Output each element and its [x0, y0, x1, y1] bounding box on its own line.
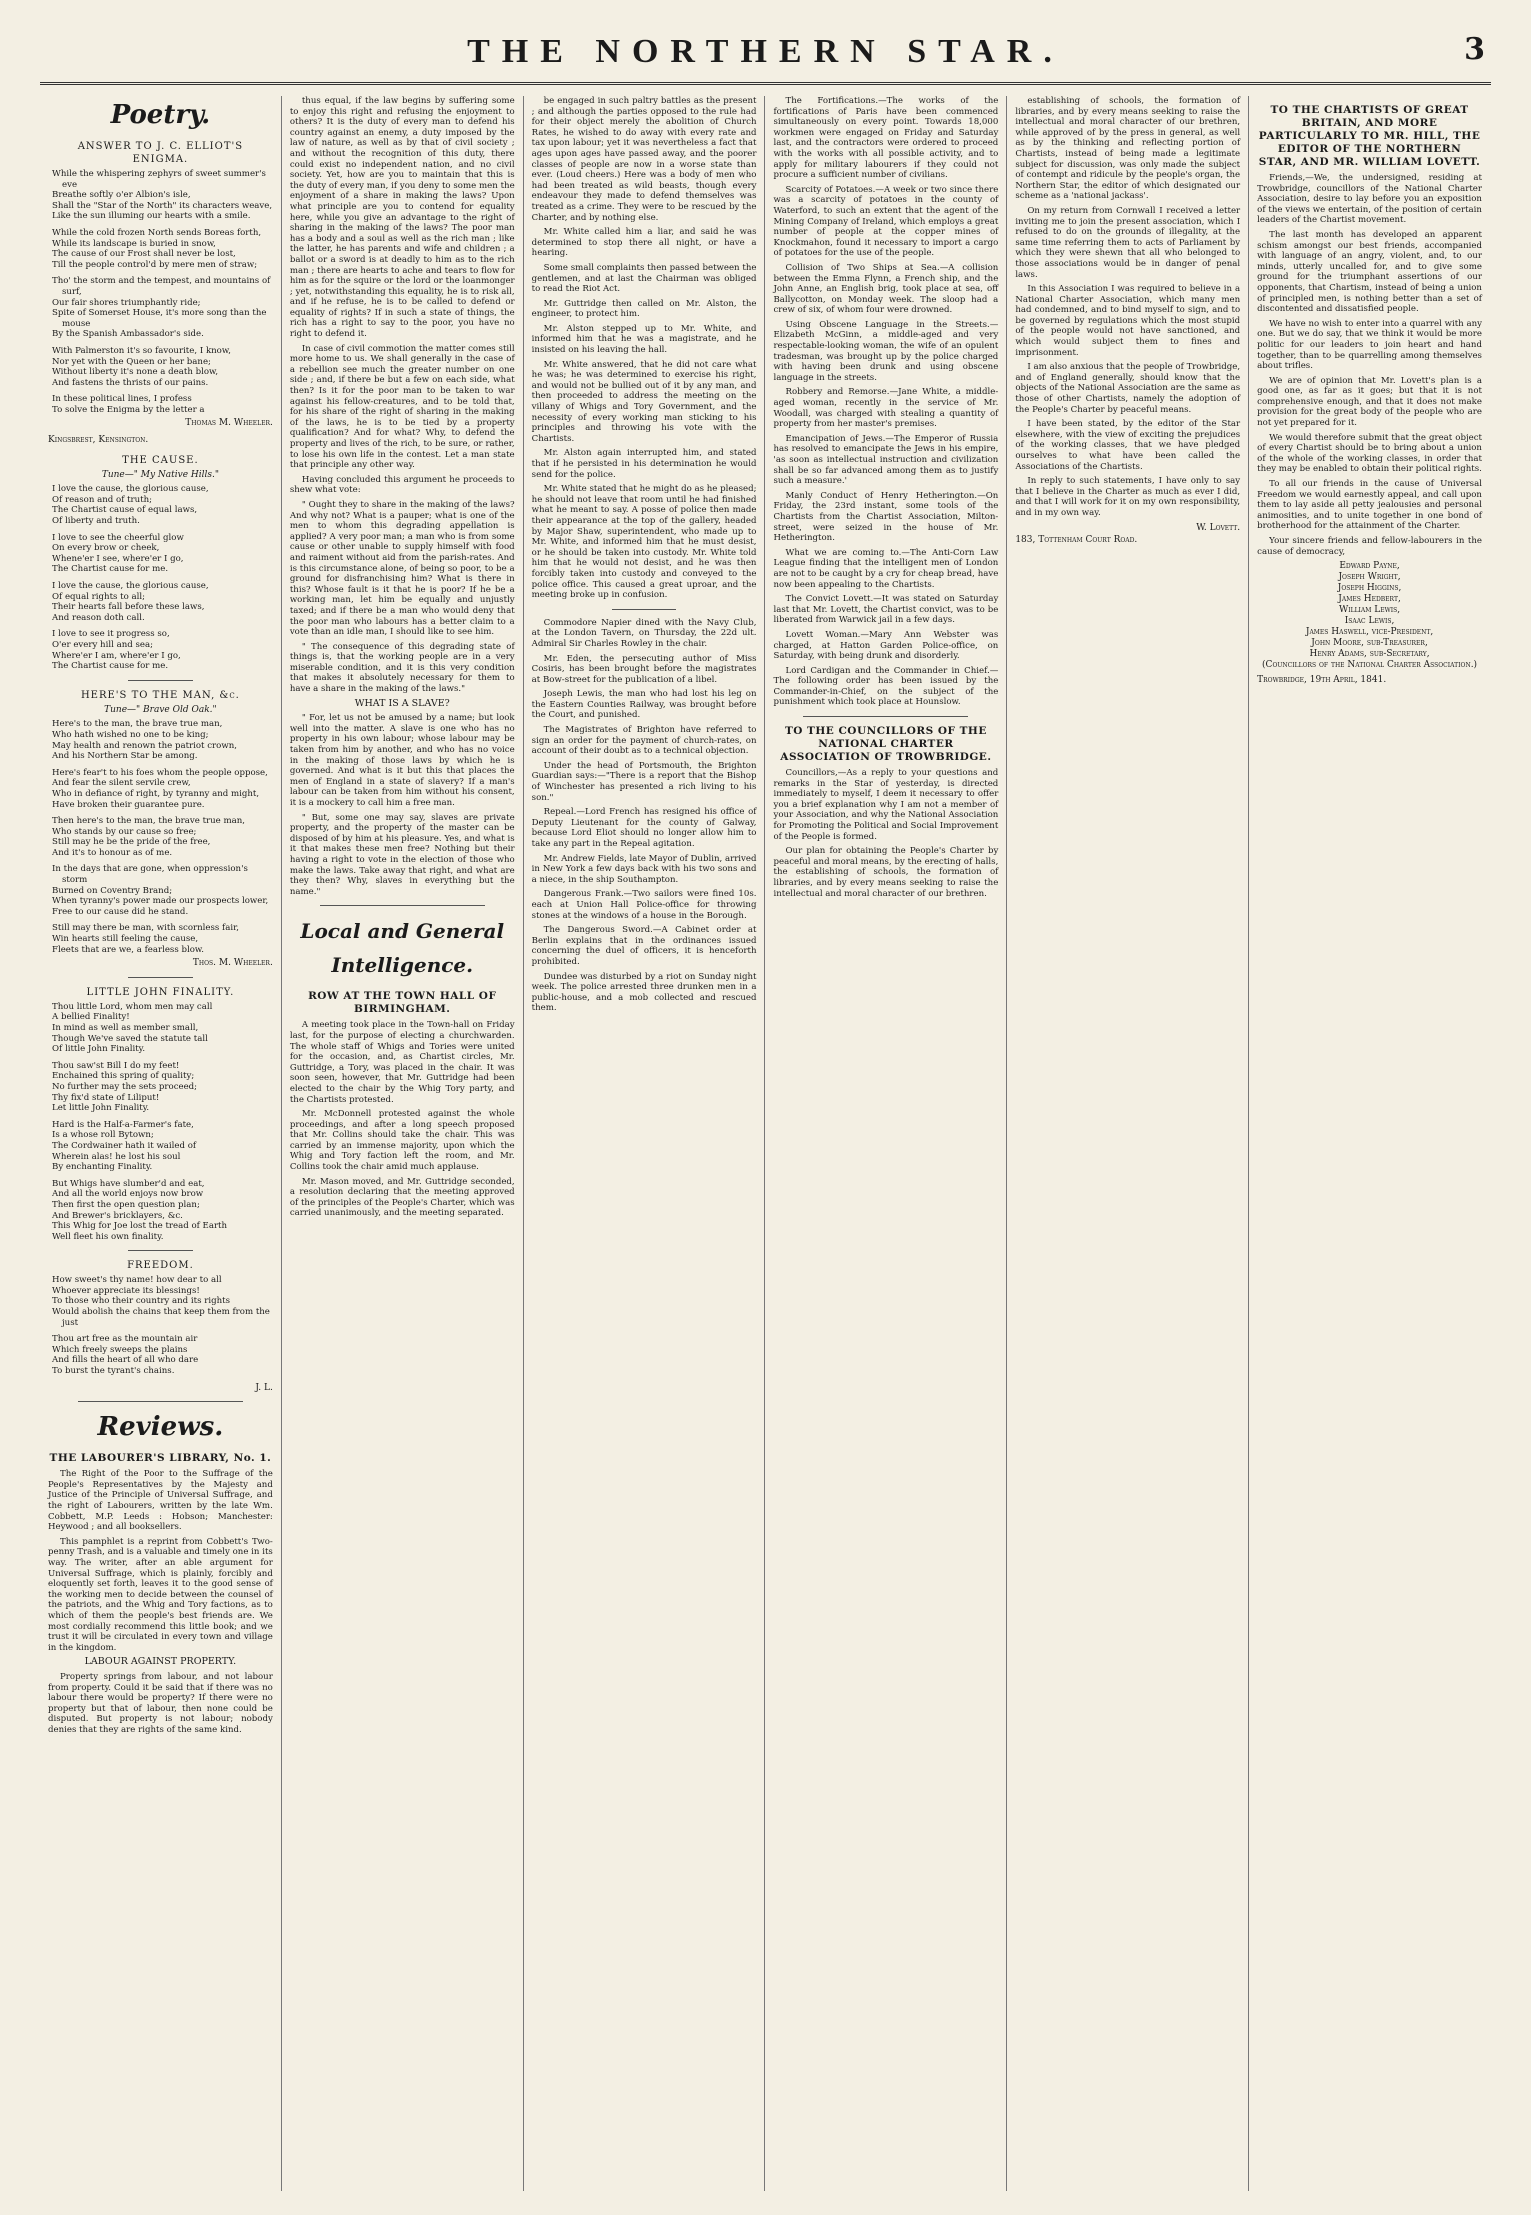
- poem-body: [48, 169, 273, 415]
- review-subheading: LABOUR AGAINST PROPERTY.: [84, 1656, 237, 1668]
- poem-line: Have broken their guarantee pure.: [52, 799, 205, 810]
- paragraph: Dundee was disturbed by a riot on Sunday night week. The police arrested three drunken men in a public-house, and a mob collected and rescued them.: [531, 971, 757, 1014]
- paragraph: We are of opinion that Mr. Lovett's plan is a good one, as far as it goes; but that it is not comprehensive enough, and that it does not make provision for the great body of the people who are not yet prepared for it.: [1257, 375, 1482, 429]
- signer: Joseph Wright,: [1338, 572, 1401, 583]
- poem-line: No further may the sets proceed;: [52, 1081, 198, 1092]
- poem-line: Would abolish the chains that keep them from the just: [52, 1307, 270, 1328]
- poem-line: Though We've saved the statute tall: [52, 1033, 208, 1044]
- poem-tune: Tune—" My Native Hills.": [101, 469, 220, 480]
- paragraph: Mr. White answered, that he did not care what he was; he was determined to exercise his right, and would not be bullied out of it by any man, and then proceeded to address the meeting on the villany of Whigs and Tory Government, and the necessity of every working man sticking to his principles and throwing his vote with the Chartists.: [531, 359, 757, 444]
- letter-signature: W. Lovett.: [1196, 522, 1241, 533]
- paragraph: be engaged in such paltry battles as the present ; and although the parties opposed to the rule had for their object merely the abolition of Church Rates, he wished to do away with every rate and tax upon labour; yet it was nevertheless a fact that ages upon ages have passed away, and the poorer classes of people are now in a worse state than ever. (Loud cheers.) Here was a body of men who had been treated as wild beasts, though every endeavour they made to defend themselves was treated as a crime. They were to be rescued by the Charter, and by nothing else.: [531, 96, 757, 223]
- poem-signature: Thos. M. Wheeler.: [192, 958, 273, 969]
- poem-line: Spite of Somerset House, it's more song than the mouse: [52, 308, 267, 329]
- paragraph: Mr. Alston stepped up to Mr. White, and informed him that he was a magistrate, and he insisted on his leaving the hall.: [531, 323, 757, 356]
- poem-line: Well fleet his own finality.: [52, 1231, 164, 1242]
- poem-line: And his Northern Star be among.: [52, 751, 198, 762]
- poem-title: THE CAUSE.: [122, 454, 199, 466]
- poem-line: Win hearts still feeling the cause,: [52, 934, 199, 945]
- column-4: [765, 96, 1007, 2191]
- signer: John Moore, sub-Treasurer,: [1311, 638, 1428, 649]
- section-title-local: Local and General Intelligence.: [300, 919, 505, 978]
- section-title-poetry: Poetry.: [110, 100, 211, 130]
- paragraph: In case of civil commotion the matter comes still more home to us. We shall generally in the case of a rebellion see much the greater number on one side ; and, if there be but a few on each side, what then? Is it for the poor man to be taken to war against his fellow-creatures, and to be told that, for his share of the right of sharing in the making of the laws, he is to be tied by a property qualification? And for what? Why, to defend the property and lives of the rich, to be sure, or rather, to lose his own life in the contest. Let a man state that principle any other way.: [289, 343, 515, 471]
- poem-line: Which freely sweeps the plains: [52, 1344, 188, 1355]
- paragraph: The Convict Lovett.—It was stated on Saturday last that Mr. Lovett, the Chartist convict, was to be liberated from Warwick jail in a few days.: [773, 594, 999, 626]
- paragraph: Manly Conduct of Henry Hetherington.—On Friday, the 23rd instant, some tools of the Chartists from the Chartist Association, Milton-street, were seized in the house of Mr. Hetherington.: [773, 490, 999, 544]
- paragraph: Using Obscene Language in the Streets.—Elizabeth McGinn, a middle-aged and very respectable-looking woman, the wife of an opulent tradesman, was brought up by the police charged with having been drunk and using obscene language in the streets.: [773, 319, 999, 383]
- poem-line: On every brow or cheek,: [52, 543, 160, 554]
- paragraph: Mr. Alston again interrupted him, and stated that if he persisted in his determination he would send for the police.: [531, 448, 757, 480]
- paragraph: Commodore Napier dined with the Navy Club, at the London Tavern, on Thursday, the 22d ult. Admiral Sir Charles Rowley in the chair.: [531, 617, 757, 649]
- paragraph: Lovett Woman.—Mary Ann Webster was charged, at Hatton Garden Police-office, on Saturday, with being drunk and disorderly.: [773, 629, 999, 662]
- poem-signature: Thomas M. Wheeler.: [185, 418, 273, 429]
- poem-line: How sweet's thy name! how dear to all: [52, 1275, 222, 1286]
- poem-line: While the whispering zephyrs of sweet summer's eve: [52, 169, 266, 190]
- poem-line: To those who their country and its rights: [52, 1296, 231, 1307]
- poem-line: Hard is the Half-a-Farmer's fate,: [52, 1119, 194, 1130]
- poem-line: By enchanting Finality.: [52, 1162, 153, 1173]
- poem-line: Thou saw'st Bill I do my feet!: [52, 1060, 180, 1071]
- poem-line: A bellied Finality!: [52, 1012, 130, 1023]
- paragraph: The Magistrates of Brighton have referred to sign an order for the payment of church-rates, on account of their doubt as to a technical objection.: [531, 725, 757, 757]
- letter-address: 183, Tottenham Court Road.: [1015, 535, 1138, 546]
- paragraph: Mr. White stated that he might do as he pleased; he should not leave that room until he had finished what he meant to say. A posse of police then made their appearance at the top of the gallery, headed by Major Shaw, superintendent, who made up to Mr. White, and informed him that he must desist, or he should be taken into custody. Mr. White told him that he would not desist, and he was then forcibly taken into custody and conveyed to the police office. This caused a great uproar, and the meeting broke up in confusion.: [531, 484, 757, 601]
- poem-line: This Whig for Joe lost the tread of Earth: [52, 1221, 228, 1232]
- poem-line: Of equal rights to all;: [52, 591, 146, 602]
- paragraph: Property springs from labour, and not labour from property. Could it be said that if there was no labour there would be property? If there were no property but that of labour, then none could be disputed. But property is not labour; nobody denies that they are rights of the same kind.: [48, 1671, 273, 1735]
- poem-line: Thou art free as the mountain air: [52, 1334, 198, 1345]
- paragraph: To all our friends in the cause of Universal Freedom we would earnestly appeal, and call upon them to lay aside all petty jealousies and personal animosities, and to unite together in one bond of brotherhood for the attainment of the Charter.: [1257, 479, 1482, 532]
- poem-line: I love to see it progress so,: [52, 629, 170, 640]
- paragraph: In reply to such statements, I have only to say that I believe in the Charter as much as ever I did, and that I will work for it on my own responsibility, and in my own way.: [1015, 476, 1241, 518]
- poem-line: Is a whose roll Bytown;: [52, 1130, 154, 1141]
- paragraph: Having concluded this argument he proceeds to shew what vote:: [289, 474, 515, 496]
- poem-line: Whene'er I see, where'er I go,: [52, 553, 184, 564]
- poem-line: And reason doth call.: [52, 612, 145, 623]
- column-5: [1007, 96, 1249, 2191]
- poem-body: [48, 1002, 273, 1242]
- poem-line: Shall the "Star of the North" its characters weave,: [52, 200, 273, 211]
- divider: [612, 609, 677, 610]
- poem-line: Of reason and of truth;: [52, 494, 153, 505]
- poem-line: O'er every hill and sea;: [52, 639, 153, 650]
- poem-line: Who in defiance of right, by tyranny and might,: [52, 788, 260, 799]
- poem-line: Then first the open question plan;: [52, 1199, 200, 1210]
- paragraph: Your sincere friends and fellow-labourers in the cause of democracy,: [1257, 536, 1482, 557]
- poem-line: Thou little Lord, whom men may call: [52, 1001, 213, 1012]
- paragraph: Robbery and Remorse.—Jane White, a middle-aged woman, recently in the service of Mr. Woodall, was charged with stealing a quantity of property from her master's premises.: [773, 387, 999, 430]
- paragraph: " But, some one may say, slaves are private property, and the property of the master can be disposed of by him at his pleasure. Yes, and what is it that makes these men free? Nothing but their having a right to vote in the election of those who make the laws. Take away that right, and what are they then? Why, slaves in everything but the name.": [289, 812, 515, 897]
- poem-line: While the cold frozen North sends Boreas forth,: [52, 227, 262, 238]
- masthead-title: THE NORTHERN STAR.: [467, 33, 1064, 70]
- signer: Henry Adams, sub-Secretary,: [1309, 649, 1430, 660]
- paragraph: A meeting took place in the Town-hall on Friday last, for the purpose of electing a churchwarden. The whole staff of Whigs and Tories were united for the occasion, and, as Chartist circles, Mr. Guttridge, a Tory, was placed in the chair. It was soon seen, however, that Mr. Guttridge had been elected to the chair by the Whig Tory party, and the Chartists protested.: [289, 1020, 515, 1105]
- column-3: [524, 96, 766, 2191]
- signers-list: [1257, 561, 1482, 671]
- poem-line: In the days that are gone, when oppression's storm: [52, 864, 248, 886]
- paragraph: Mr. Andrew Fields, late Mayor of Dublin, arrived in New York a few days back with his two sons and a niece, in the ship Southampton.: [531, 853, 757, 885]
- poem-line: I love to see the cheerful glow: [52, 532, 184, 543]
- poem-line: Of liberty and truth.: [52, 516, 140, 527]
- paragraph: We have no wish to enter into a quarrel with any one. But we do say, that we think it would be more politic for our leaders to join heart and hand together, than to be quarrelling among themselves about trifles.: [1257, 318, 1482, 372]
- paragraph: Some small complaints then passed between the gentlemen, and at last the Chairman was obliged to read the Riot Act.: [531, 262, 757, 295]
- poem-line: The cause of our Frost shall never be lost,: [52, 249, 236, 260]
- paragraph: Mr. Guttridge then called on Mr. Alston, the engineer, to protect him.: [531, 298, 757, 320]
- paragraph: Lord Cardigan and the Commander in Chief.—The following order has been issued by the Commander-in-Chief, on the subject of the punishment which took place at Hounslow.: [773, 665, 999, 708]
- poem-line: To burst the tyrant's chains.: [52, 1366, 175, 1377]
- paragraph: In this Association I was required to believe in a National Charter Association, which many men had condemned, and to bind myself to sign, and to be governed by regulations which the most stupid of the people would not have sanctioned, and which would subject them to fines and imprisonment.: [1015, 284, 1241, 358]
- poem-line: And all the world enjoys now brow: [52, 1189, 204, 1200]
- poem-line: Till the people control'd by mere men of straw;: [52, 259, 258, 270]
- poem-line: Then here's to the man, the brave true man,: [52, 816, 246, 827]
- divider: [320, 905, 485, 906]
- paragraph: This pamphlet is a reprint from Cobbett's Two-penny Trash, and is a valuable and timely one in its way. The writer, after an able argument for Universal Suffrage, which is plainly, forcibly and eloquently set forth, leaves it to the good sense of the working men to decide between the counsel of the patriots, and the Whig and Tory factions, as to which of them the people's best friends are. We most cordially recommend this little book; and we trust it will be circulated in every town and village in the kingdom.: [48, 1536, 273, 1653]
- page-number: 3: [1464, 32, 1485, 67]
- paragraph: Mr. White called him a liar, and said he was determined to stop there all night, or have a hearing.: [531, 227, 757, 259]
- poem-line: Our fair shores triumphantly ride;: [52, 297, 201, 308]
- poem-line: Thy fix'd state of Liliput!: [52, 1092, 160, 1103]
- poem-line: In mind as well as member small,: [52, 1023, 199, 1033]
- signer: William Lewis,: [1338, 605, 1401, 616]
- poem-line: Where'er I am, where'er I go,: [52, 650, 181, 661]
- poem-line: Without liberty it's none a death blow,: [52, 367, 219, 378]
- poem-title: LITTLE JOHN FINALITY.: [86, 986, 235, 998]
- paragraph: The Dangerous Sword.—A Cabinet order at Berlin explains that in the ordinances issued concerning the duel of officers, it is henceforth prohibited.: [531, 925, 757, 967]
- signer: (Councillors of the National Charter Association.): [1262, 660, 1478, 671]
- poem-body: [48, 719, 273, 955]
- signer: Edward Payne,: [1339, 561, 1400, 572]
- paragraph: The last month has developed an apparent schism amongst our best friends, accompanied with language of an angry, violent, and, to our minds, utterly uncalled for, and to give some ground for the triumphant assertions of our opponents, that Chartism, instead of being a union of principled men, is nothing better than a set of discontented and dissatisfied people.: [1257, 229, 1482, 315]
- poem-line: Enchained this spring of quality;: [52, 1071, 195, 1082]
- paragraph: We would therefore submit that the great object of every Chartist should be to bring about a union of the whole of the working classes, in order that they may be enabled to obtain their political rights.: [1257, 432, 1482, 475]
- paragraph: What we are coming to.—The Anti-Corn Law League finding that the intelligent men of London are not to be caught by a cry for cheap bread, have now been appealing to the Chartists.: [773, 547, 999, 590]
- poem-line: I love the cause, the glorious cause,: [52, 581, 209, 591]
- paragraph: establishing of schools, the formation of libraries, and by every means seeking to raise the intellectual and moral character of our brethren, while approved of by the press in general, as well as by the thinking and reflecting portion of Chartists, instead of being made a legitimate subject for discussion, was only made the subject of contempt and ridicule by the people's organ, the Northern Star, the editor of which designated our scheme as a 'national jackass'.: [1015, 96, 1241, 202]
- masthead: [40, 22, 1491, 85]
- poem-line: Nor yet with the Queen or her bane;: [52, 356, 211, 367]
- paragraph: The Fortifications.—The works of the fortifications of Paris have been commenced simultaneously on every point. Towards 18,000 workmen were engaged on Friday and Saturday last, and the contractors were ordered to proceed with the works with all possible activity, and to apply for military labourers if they could not procure a sufficient number of civilians.: [773, 96, 999, 181]
- poem-line: Free to our cause did he stand.: [52, 906, 189, 917]
- poem-line: I love the cause, the glorious cause,: [52, 484, 209, 495]
- poem-line: By the Spanish Ambassador's side.: [52, 329, 204, 340]
- paragraph: Mr. Mason moved, and Mr. Guttridge seconded, a resolution declaring that the meeting approved of the principles of the People's Charter, which was carried unanimously, and the meeting separated.: [289, 1176, 515, 1219]
- paragraph: Repeal.—Lord French has resigned his office of Deputy Lieutenant for the county of Galway, because Lord Eliot should no longer allow him to take any part in the Repeal agitation.: [531, 807, 757, 849]
- paragraph: Councillors,—As a reply to your questions and remarks in the Star of yesterday, is directed immediately to myself, I deem it necessary to offer you a brief explanation why I am not a member of your Association, and why the National Association for Promoting the Political and Social Improvement of the People is formed.: [773, 768, 999, 842]
- poem-line: With Palmerston it's so favourite, I know,: [52, 345, 231, 356]
- article-title: ROW AT THE TOWN HALL OF BIRMINGHAM.: [308, 990, 497, 1016]
- divider: [128, 1250, 193, 1251]
- poem-body: [48, 484, 273, 672]
- poem-line: Here's fear't to his foes whom the people oppose,: [52, 767, 268, 778]
- poem-line: Like the sun illuming our hearts with a smile.: [52, 211, 251, 222]
- address-title: TO THE CHARTISTS OF GREAT BRITAIN, AND MORE PARTICULARLY TO MR. HILL, THE EDITOR OF THE NORTHERN STAR, AND MR. WILLIAM LOVETT.: [1258, 104, 1481, 168]
- signer: Isaac Lewis,: [1344, 616, 1395, 627]
- poem-line: The Chartist cause for me.: [52, 661, 169, 672]
- paragraph: " The consequence of this degrading state of things is, that the working people are in a very miserable condition, and it is this very condition that makes it absolutely necessary for them to have a share in the making of the laws.": [289, 641, 515, 695]
- poem-line: Let little John Finality.: [52, 1103, 150, 1114]
- poem-line: And fear the silent servile crew,: [52, 778, 191, 789]
- poem-line: And fills the heart of all who dare: [52, 1355, 199, 1366]
- paragraph: Emancipation of Jews.—The Emperor of Russia has resolved to emancipate the Jews in his empire, 'as soon as intellectual instruction and civilization shall be so far advanced among them as to justify such a measure.': [773, 433, 999, 487]
- divider: [78, 1401, 243, 1402]
- paragraph: Joseph Lewis, the man who had lost his leg on the Eastern Counties Railway, was brought before the Court, and punished.: [531, 689, 757, 721]
- poem-line: The Cordwainer hath it wailed of: [52, 1140, 197, 1151]
- poem-line: Still may there be man, with scornless fair,: [52, 923, 239, 934]
- poem-line: Breathe softly o'er Albion's isle,: [52, 190, 191, 201]
- poem-line: Of little John Finality.: [52, 1044, 146, 1055]
- paragraph: Mr. McDonnell protested against the whole proceedings, and after a long speech proposed that Mr. Collins should take the chair. This was carried by an immense majority, upon which the Whig and Tory faction left the room, and Mr. Collins took the chair amid much applause.: [289, 1109, 515, 1173]
- paragraph: The Right of the Poor to the Suffrage of the People's Representatives by the Majesty and Justice of the Principle of Universal Suffrage, and the right of Labourers, written by the late Wm. Cobbett, M.P. Leeds : Hobson; Manchester: Heywood ; and all booksellers.: [48, 1469, 273, 1533]
- divider: [803, 716, 968, 717]
- poem-line: And it's to honour as of me.: [52, 847, 173, 858]
- signer: James Hedbert,: [1338, 594, 1401, 605]
- poem-line: And Brewer's bricklayers, &c.: [52, 1210, 183, 1221]
- paragraph: I have been stated, by the editor of the Star elsewhere, with the view of exciting the prejudices of the working classes, that we have pledged ourselves to what have been called the Associations of the Chartists.: [1015, 419, 1241, 472]
- poem-line: While its landscape is buried in snow,: [52, 238, 216, 249]
- poem-line: Tho' the storm and the tempest, and mountains of surf,: [52, 276, 271, 297]
- poem-line: And fastens the thrists of our pains.: [52, 377, 209, 388]
- poem-line: Burned on Coventry Brand;: [52, 885, 173, 896]
- poem-line: Fleets that are we, a fearless blow.: [52, 944, 204, 955]
- poem-line: Here's to the man, the brave true man,: [52, 719, 223, 730]
- poem-line: Still may he be the pride of the free,: [52, 837, 211, 848]
- poem-signature: J. L.: [255, 1382, 273, 1393]
- poem-line: In these political lines, I profess: [52, 394, 192, 405]
- signer: James Haswell, vice-President,: [1305, 627, 1434, 638]
- poem-tune: Tune—" Brave Old Oak.": [104, 704, 217, 715]
- poem-line: But Whigs have slumber'd and eat,: [52, 1178, 205, 1189]
- columns: [40, 96, 1490, 2191]
- poem-line: The Chartist cause for me.: [52, 564, 169, 575]
- divider: [128, 977, 193, 978]
- poem-place: Kingsbrest, Kensington.: [48, 435, 149, 446]
- paragraph: thus equal, if the law begins by suffering some to enjoy this right and refusing the enjoyment to others? It is the duty of every man to defend his country against an enemy, a duty imposed by the law of nature, as well as by that of civil society ; and without the recognition of this duty, there could exist no independent nation, and no civil society. Yet, how are you to maintain that this is the duty of every man, if you deny to some men the enjoyment of a share in making the laws? Upon what principle are you to contend for equality here, while you give an advantage to the right of sharing in the making of the laws? The poor man has a body and a soul as well as the rich man ; like the latter, he has parents and wife and children ; a ballot or a sword is at deadly to him as to the rich man ; there are hearts to ache and tears to flow for him as for the squire or the lord or the loanmonger ; yet, notwithstanding this equality, he is to risk all, and if he refuse, he is to be called to defend or equality of rights? If in such a state of things, the rich has a right to say to the poor, you have no right to defend it.: [289, 96, 515, 340]
- notice-title: TO THE COUNCILLORS OF THE NATIONAL CHARTER ASSOCIATION OF TROWBRIDGE.: [780, 725, 992, 764]
- paragraph: Mr. Eden, the persecuting author of Miss Cosiris, has been brought before the magistrates at Bow-street for the publication of a libel.: [531, 653, 757, 685]
- paragraph: I am also anxious that the people of Trowbridge, and of England generally, should know that the objects of the National Association are the same as those of other Chartists, namely the adoption of the People's Charter by peaceful means.: [1015, 362, 1241, 415]
- divider: [128, 680, 193, 681]
- poem-line: Their hearts fall before these laws,: [52, 602, 205, 613]
- column-2: [282, 96, 524, 2191]
- signer: Joseph Higgins,: [1337, 583, 1402, 594]
- paragraph: Under the head of Portsmouth, the Brighton Guardian says:—"There is a report that the Bishop of Winchester has presented a rich living to his son.": [531, 760, 757, 803]
- paragraph: " For, let us not be amused by a name; but look well into the matter. A slave is one who has no property in his own labour; whose labour may be taken from him by another, and who has no voice in the making of those laws by which he is governed. And what is it but this that places the men of England in a state of slavery? If a man's labour can be taken from him without his consent, it is a mockery to call him a free man.: [289, 713, 515, 808]
- date-line: Trowbridge, 19th April, 1841.: [1257, 675, 1387, 686]
- paragraph: Our plan for obtaining the People's Charter by peaceful and moral means, by the erecting of halls, the establishing of schools, the formation of libraries, and by every means seeking to raise the intellectual and moral character of our brethren.: [773, 846, 999, 899]
- section-title-reviews: Reviews.: [97, 1412, 224, 1443]
- paragraph: Scarcity of Potatoes.—A week or two since there was a scarcity of potatoes in the county of Waterford, to such an extent that the agent of the Mining Company of Ireland, which employs a great number of people at the copper mines of Knockmahon, found it necessary to import a cargo of potatoes for the use of the people.: [773, 184, 999, 259]
- poem-line: To solve the Enigma by the letter a: [52, 404, 205, 415]
- paragraph: " Ought they to share in the making of the laws? And why not? What is a pauper; what is one of the men to whom this degrading appellation is applied? A very poor man; a man who is from some cause or other unable to supply himself with food and raiment without aid from the parish-rates. And is this circumstance alone, of being so poor, to be a ground for disfranchising him? What is there in this? Whose fault is it that he is poor? If he be a working man, let him be equally and unjustly taxed; and if there be a man who would deny that the poor man who labours has a better claim to a vote than an idle man, I should like to see him.: [289, 499, 515, 638]
- paragraph: Dangerous Frank.—Two sailors were fined 10s. each at Union Hall Police-office for throwing stones at the windows of a house in the Borough.: [531, 889, 757, 921]
- poem-line: When tyranny's power made our prospects lower,: [52, 896, 269, 907]
- poem-line: May health and renown the patriot crown,: [52, 740, 237, 751]
- paragraph: On my return from Cornwall I received a letter inviting me to join the present association, which I refused to do on the grounds of illegality, at the same time referring them to acts of Parliament by which they were shewn that all who belonged to those associations would be in danger of penal laws.: [1015, 205, 1241, 280]
- poem-line: The Chartist cause of equal laws,: [52, 505, 198, 516]
- poem-line: Who stands by our cause so free;: [52, 826, 197, 837]
- poem-line: Wherein alas! he lost his soul: [52, 1151, 181, 1162]
- column-6: [1249, 96, 1490, 2191]
- review-title: THE LABOURER'S LIBRARY, No. 1.: [49, 1452, 272, 1465]
- column-1: [40, 96, 282, 2191]
- poem-body: [48, 1275, 273, 1376]
- poem-line: Whoever appreciate its blessings!: [52, 1285, 200, 1296]
- poem-line: Who hath wished no one to be king;: [52, 729, 209, 740]
- poem-title: HERE'S TO THE MAN, &c.: [80, 689, 240, 701]
- paragraph: Friends,—We, the undersigned, residing at Trowbridge, councillors of the National Charter Association, desire to lay before you an exposition of the views we entertain, of the position of certain leaders of the Chartist movement.: [1257, 173, 1482, 226]
- subheading: WHAT IS A SLAVE?: [354, 697, 450, 709]
- poem-title: ANSWER TO J. C. ELLIOT'S ENIGMA.: [77, 141, 244, 165]
- poem-title: FREEDOM.: [127, 1260, 194, 1272]
- paragraph: Collision of Two Ships at Sea.—A collision between the Emma Flynn, a French ship, and the John Anne, an English brig, took place at sea, off Ballycotton, on Monday week. The sloop had a crew of six, of whom four were drowned.: [773, 262, 999, 316]
